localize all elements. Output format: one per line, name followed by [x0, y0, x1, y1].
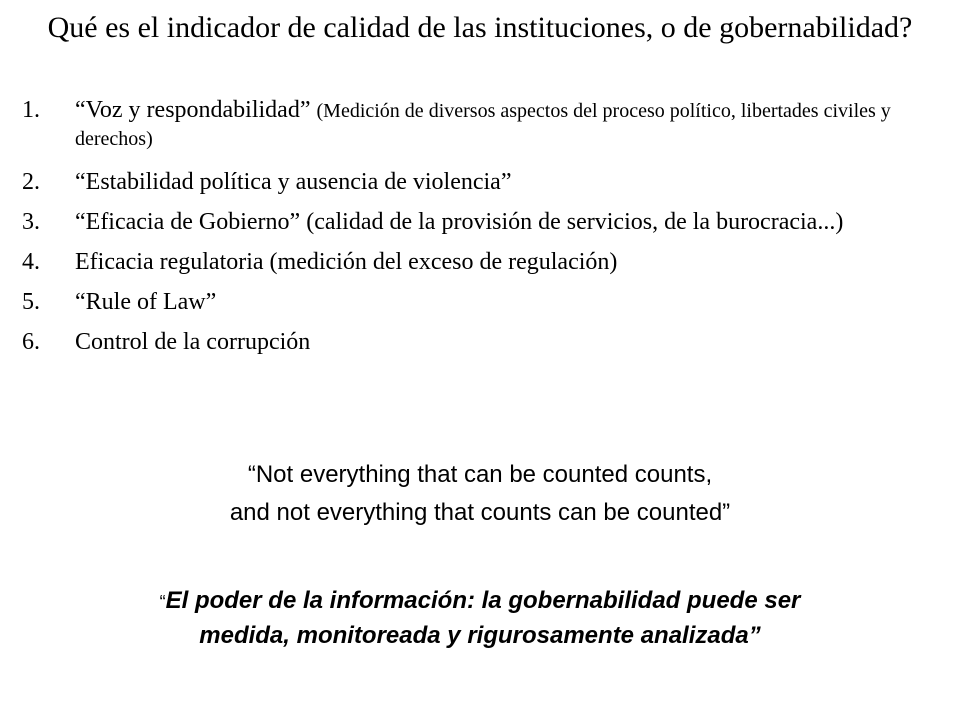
indicator-list [22, 96, 922, 356]
item-main-text: “Voz y respondabilidad” [75, 97, 311, 123]
item-main-text: “Estabilidad política y ausencia de violencia” [75, 169, 512, 195]
list-item [22, 168, 922, 196]
list-item [22, 328, 922, 356]
spanish-quote [0, 584, 960, 653]
item-number: 1. [22, 97, 40, 123]
english-quote-line-1: “Not everything that can be counted counts, [247, 461, 713, 488]
english-quote [0, 456, 960, 532]
list-item [22, 248, 922, 276]
item-number: 3. [22, 209, 40, 235]
item-number: 4. [22, 249, 40, 275]
item-main-text: “Eficacia de Gobierno” (calidad de la provisión de servicios, de la burocracia...) [75, 209, 844, 235]
item-main-text: “Rule of Law” [75, 289, 217, 315]
item-main-text: Eficacia regulatoria (medición del exceso de regulación) [75, 249, 618, 275]
item-main-text: Control de la corrupción [75, 329, 311, 355]
spanish-quote-open-mark: “ [159, 592, 166, 612]
list-item [22, 288, 922, 316]
list-item [22, 208, 922, 236]
spanish-quote-line-1: El poder de la información: la gobernabilidad puede ser [165, 587, 801, 614]
slide-title: Qué es el indicador de calidad de las instituciones, o de gobernabilidad? [47, 11, 913, 44]
english-quote-line-2: and not everything that counts can be counted” [229, 499, 731, 526]
spanish-quote-line-1-wrapper [0, 584, 960, 619]
item-number: 5. [22, 289, 40, 315]
item-number: 2. [22, 169, 40, 195]
spanish-quote-line-2: medida, monitoreada y rigurosamente analizada” [199, 622, 761, 649]
item-number: 6. [22, 329, 40, 355]
item-detail-text: (Medición de diversos aspectos del proceso político, libertades civiles y derechos) [75, 100, 891, 150]
list-item [22, 96, 922, 152]
